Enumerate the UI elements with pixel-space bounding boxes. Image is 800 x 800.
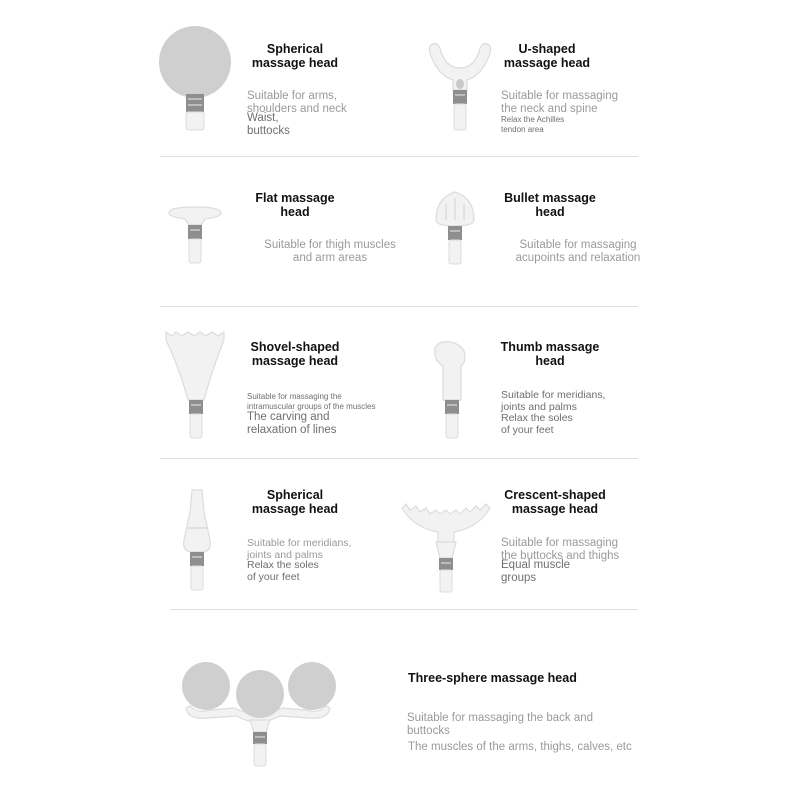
- spherical-massage-head-image: [150, 22, 230, 137]
- thumb-head-description: Suitable for meridians, joints and palms: [501, 389, 606, 413]
- divider-1: [160, 156, 638, 157]
- thumb-massage-head-image: [425, 338, 485, 440]
- shovel-head-description: Suitable for massaging the intramuscular groups of the muscles: [247, 392, 376, 411]
- thumb-head-description-2: Relax the soles of your feet: [501, 412, 573, 436]
- spherical-massage-head-2-image: [172, 488, 222, 592]
- shovel-head-title: Shovel-shaped massage head: [250, 340, 340, 368]
- u-shaped-head-description-2: Relax the Achilles tendon area: [501, 115, 565, 134]
- spherical-head-2-title: Spherical massage head: [251, 488, 339, 516]
- spherical-head-2-description: Suitable for meridians, joints and palms: [247, 537, 352, 561]
- crescent-head-description-2: Equal muscle groups: [501, 559, 571, 584]
- spherical-head-2-description-2: Relax the soles of your feet: [247, 559, 319, 583]
- shovel-head-description-2: The carving and relaxation of lines: [247, 411, 337, 436]
- bullet-massage-head-image: [430, 190, 480, 266]
- three-sphere-massage-head-image: [178, 658, 338, 768]
- three-sphere-head-description-2: The muscles of the arms, thighs, calves, etc: [408, 741, 632, 753]
- three-sphere-head-description: Suitable for massaging the back and buttocks: [407, 712, 594, 737]
- spherical-head-description: Suitable for arms, shoulders and neck: [247, 90, 347, 115]
- flat-head-title: Flat massage head: [255, 191, 335, 219]
- divider-2: [160, 306, 638, 307]
- u-shaped-massage-head-image: [425, 40, 495, 140]
- spherical-head-description-2: Waist, buttocks: [247, 112, 290, 137]
- flat-massage-head-image: [165, 205, 225, 265]
- bullet-head-description: Suitable for massaging acupoints and relaxation: [515, 239, 641, 264]
- spherical-head-title: Spherical massage head: [251, 42, 339, 70]
- divider-4: [170, 609, 638, 610]
- crescent-head-title: Crescent-shaped massage head: [504, 488, 606, 516]
- u-shaped-head-description: Suitable for massaging the neck and spine: [501, 90, 618, 115]
- flat-head-description: Suitable for thigh muscles and arm areas: [264, 239, 396, 264]
- thumb-head-title: Thumb massage head: [500, 340, 600, 368]
- three-sphere-head-title: Three-sphere massage head: [408, 671, 577, 685]
- crescent-head-description: Suitable for massaging the buttocks and thighs: [501, 537, 620, 562]
- bullet-head-title: Bullet massage head: [504, 191, 596, 219]
- u-shaped-head-title: U-shaped massage head: [503, 42, 591, 70]
- shovel-massage-head-image: [162, 330, 232, 442]
- divider-3: [160, 458, 638, 459]
- crescent-massage-head-image: [398, 500, 498, 594]
